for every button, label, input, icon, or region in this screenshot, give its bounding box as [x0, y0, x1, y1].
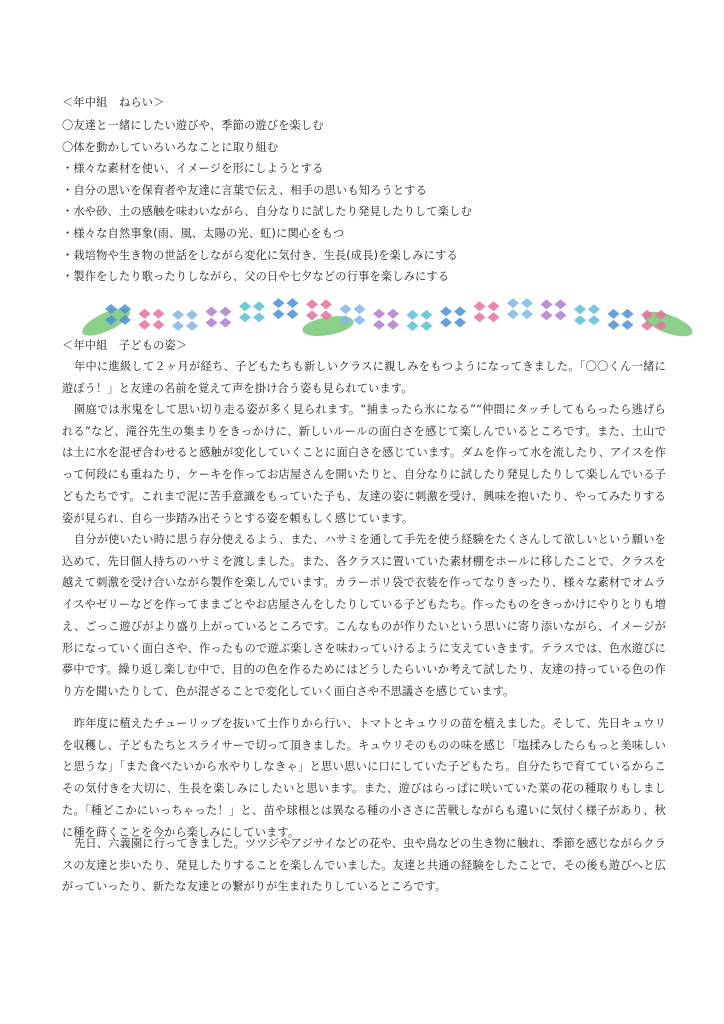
- hydrangea-flower: [474, 301, 500, 322]
- hydrangea-flower: [206, 307, 232, 328]
- aims-heading: ＜年中組 ねらい＞: [62, 96, 165, 109]
- paragraph: 自分が使いたい時に思う存分使えるよう、また、ハサミを通して手先を使う経験をたくさんして欲しいという願いを込めて、先日個人持ちのハサミを渡しました。また、各クラスに置いていた素材棚をホールに移したことで、クラスを越えて刺激を受け合いながら製作を楽しんでいます。カラーポリ袋で衣装を作ってなりきったり、様々な素材でオムライスやゼリーなどを作ってままごとやお店屋さんをしたりしている子どもたち。作ったものをきっかけにやりとりも増え、ごっこ遊びがより盛り上がっているところです。こんなものが作りたいという思いに寄り添いながら、イメージが形になっていく面白さや、作ったもので遊ぶ楽しさを味わっていけるように支えていきます。テラスでは、色水遊びに夢中です。繰り返し楽しむ中で、目的の色を作るためにはどうしたらいいか考えて試したり、友達の持っている色の作り方を聞いたりして、色が混ざることで変化していく面白さや不思議さを感じています。: [62, 533, 666, 698]
- hydrangea-flower: [306, 299, 332, 320]
- aim-item: ・水や砂、土の感触を味わいながら、自分なりに試したり発見したりして楽しむ: [62, 205, 472, 219]
- hydrangea-flower: [239, 301, 265, 322]
- paragraph: 園庭では氷鬼をして思い切り走る姿が多く見られます。“捕まったら氷になる”“仲間にタッチしてもらったら逃げられる”など、滝谷先生の集まりをきっかけに、新しいルールの面白さを感じて楽しんでいるところです。また、土山では土に水を混ぜ合わせると感触が変化していくことに面白さを感じています。ダムを作って水を流したり、アイスを作って何段にも重ねたり、ケーキを作ってお店屋さんを開いたりと、自分なりに試したり発見したりして楽しんでいる子どもたちです。これまで泥に苦手意識をもっていた子も、友達の姿に刺激を受け、興味を抱いたり、やってみたりする姿が見られ、自ら一歩踏み出そうとする姿を頼もしく感じています。: [62, 403, 666, 525]
- aims-list: [62, 118, 472, 291]
- hydrangea-flower: [139, 309, 165, 330]
- aim-item: ・自分の思いを保育者や友達に言葉で伝え、相手の思いも知ろうとする: [62, 183, 428, 197]
- aim-item: ・栽培物や生き物の世話をしながら変化に気付き、生長(成長)を楽しみにする: [62, 248, 458, 262]
- hydrangea-flower: [172, 310, 198, 331]
- aim-item: 〇友達と一緒にしたい遊びや、季節の遊びを楽しむ: [62, 119, 324, 132]
- hydrangea-flower: [507, 298, 533, 319]
- children-heading: ＜年中組 子どもの姿＞: [62, 339, 188, 352]
- paragraph: 年中に進級して２ヶ月が経ち、子どもたちも新しいクラスに親しみをもつようになってきました。「〇〇くん一緒に遊ぼう！」と友達の名前を覚えて声を掛け合う姿も見られています。: [62, 360, 666, 395]
- paragraph: 先日、六義園に行ってきました。ツツジやアジサイなどの花や、虫や鳥などの生き物に触れ、季節を感じながらクラスの友達と歩いたり、発見したりすることを楽しんでいました。友達と共通の経験をしたことで、その後も遊びへと広がっていったり、新たな友達との繋がりが生まれたりしているところです。: [62, 837, 666, 894]
- hydrangea-flower: [574, 304, 600, 325]
- hydrangea-flower: [608, 309, 634, 330]
- aim-item: ・様々な素材を使い、イメージを形にしようとする: [62, 162, 324, 176]
- hydrangea-flower: [541, 299, 567, 320]
- aim-item: 〇体を動かしていろいろなことに取り組む: [62, 140, 279, 154]
- hydrangea-divider: [78, 294, 698, 338]
- paragraph: 昨年度に植えたチューリップを抜いて土作りから行い、トマトとキュウリの苗を植えました。そして、先日キュウリを収穫し、子どもたちとスライサーで切って頂きました。キュウリそのものの味を感じ「塩揉みしたらもっと美味しいと思うな」「また食べたいから水やりしなきゃ」と思い思いに口にしていた子どもたち。自分たちで育てているからこその気付きを大切に、生長を楽しみにしたいと思います。また、遊びはらっぱに咲いていた菜の花の種取りもしました。「種どこかにいっちゃった！」と、苗や球根とは異なる種の小ささに苦戦しながらも違いに気付く様子があり、秋に種を蒔くことを今から楽しみにしています。: [62, 717, 666, 839]
- aim-item: ・様々な自然事象(雨、風、太陽の光、虹)に関心をもつ: [62, 226, 345, 240]
- aim-item: ・製作をしたり歌ったりしながら、父の日や七夕などの行事を楽しみにする: [62, 270, 450, 284]
- hydrangea-flower: [373, 309, 399, 330]
- hydrangea-flower: [273, 298, 299, 319]
- hydrangea-flower: [407, 310, 433, 331]
- hydrangea-flower: [440, 306, 466, 327]
